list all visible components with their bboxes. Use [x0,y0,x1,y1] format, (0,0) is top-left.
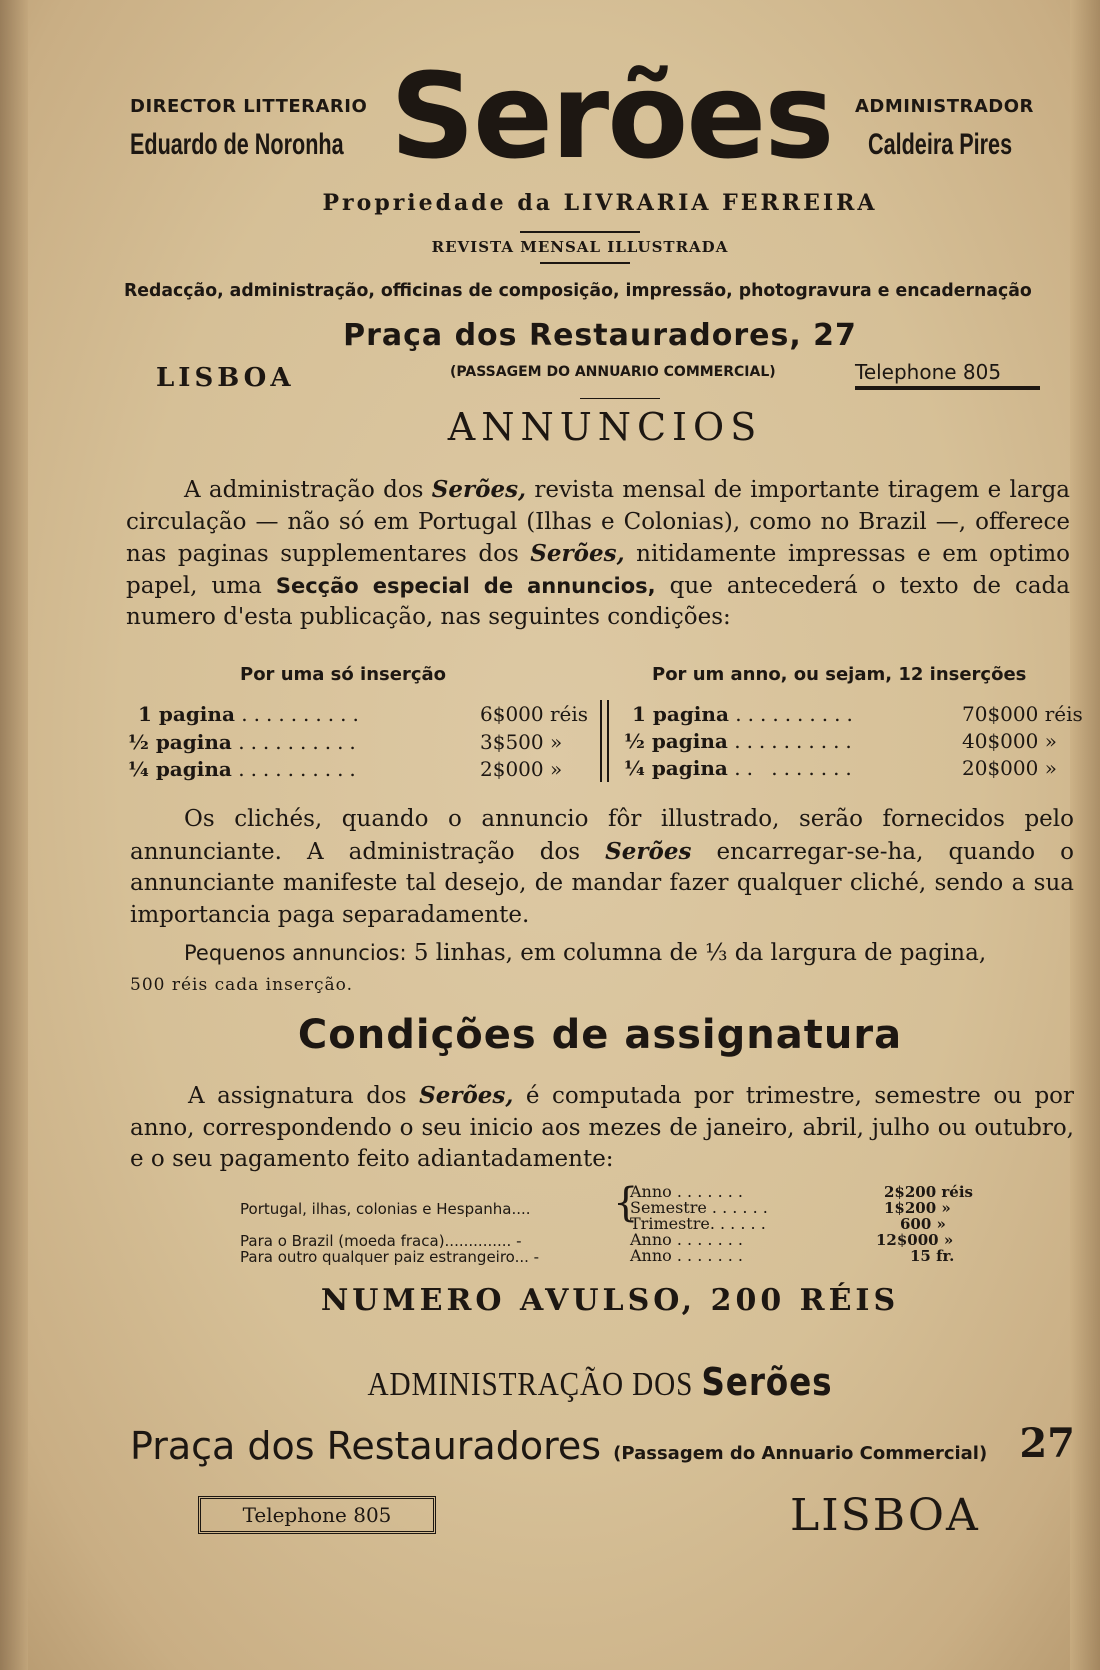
subscription-region-label: Para o Brazil (moeda fraca).............. - [240,1232,522,1250]
seroes-name: Serões, [530,540,625,567]
director-name: Eduardo de Noronha [130,128,344,161]
rate-row [624,756,1074,780]
assignatura-text: é computada por trimestre, semestre ou por anno, correspondendo o seu inicio aos mezes de janeiro, abril, julho ou outubro, e o seu pagamento feito adiantadamente: [130,1083,1075,1172]
small-ads-paragraph [130,938,1074,1000]
rate-row [138,702,589,726]
single-insertion-header: Por uma só inserção [240,664,446,685]
rate-label: ¼ pagina [624,756,728,780]
seroes-name: Serões [605,837,692,865]
rate-dots: .......... [735,702,859,726]
subscription-period: Trimestre. . . . . . [630,1214,766,1233]
intro-text: que antecederá o texto de cada numero d'esta publicação, nas seguintes condições: [126,572,1070,630]
telephone-label: Telephone 805 [855,360,1040,390]
section-title-annuncios: ANNUNCIOS [447,405,763,449]
rate-label: 1 pagina [138,702,235,726]
rate-row [128,757,578,781]
subscription-period: Anno . . . . . . . [630,1246,743,1265]
rate-price: 40$000 » [962,729,1057,753]
rate-row [128,730,578,754]
rate-dots: .......... [241,702,365,726]
intro-text: nitidamente impressas e em optimo papel, uma [126,541,1071,599]
cliches-text: encarregar-se-ha, quando o annunciante manifeste tal desejo, de mandar fazer qualquer cliché, sendo a sua importancia paga separadamente. [130,838,1075,928]
seroes-name: Serões, [419,1082,514,1109]
cliches-paragraph [130,804,1074,931]
subscription-price: 2$200 réis [884,1183,973,1201]
footer-passage: (Passagem do Annuario Commercial) [613,1443,988,1464]
section-title-assignatura: Condições de assignatura [297,1012,903,1058]
magazine-subtitle: REVISTA MENSAL ILLUSTRADA [431,238,729,256]
cliches-text: Os clichés, quando o annuncio fôr illustrado, serão fornecidos pelo annunciante. A administração dos [130,806,1074,865]
services-line: Redacção, administração, officinas de composição, impressão, photogravura e encadernação [124,280,1032,301]
small-ads-text: 5 linhas, em columna de ⅓ da largura de pagina, [413,940,987,966]
special-section-label: Secção especial de annuncios, [275,573,656,598]
divider-rule [540,262,630,264]
divider-rule [580,398,660,399]
seroes-name: Serões, [431,476,527,503]
footer-telephone-box: Telephone 805 [198,1496,436,1534]
administration-label: ADMINISTRAÇÃO DOS [367,1366,694,1403]
rate-label: ½ pagina [128,730,232,754]
subscription-price: 1$200 » [884,1199,951,1217]
column-divider [600,700,609,782]
address-line: Praça dos Restauradores, 27 [343,318,857,353]
subscription-period: Anno . . . . . . . [630,1230,743,1249]
rate-price: 3$500 » [480,730,563,754]
rate-price: 2$000 » [480,757,563,781]
passage-note: (PASSAGEM DO ANNUARIO COMMERCIAL) [450,364,776,380]
ownership-line: Propriedade da LIVRARIA FERREIRA [322,190,878,216]
assignatura-paragraph [130,1080,1074,1176]
small-ads-lead: Pequenos annuncios: [184,941,407,965]
intro-text: A administração dos [184,477,424,503]
director-title: DIRECTOR LITTERARIO [130,96,368,117]
annuncios-intro-paragraph [126,474,1070,634]
annual-insertion-header: Por um anno, ou sejam, 12 inserções [652,664,1027,685]
rate-price: 70$000 réis [962,702,1083,726]
subscription-price: 12$000 » [876,1231,954,1249]
masthead-logo: Serões [390,47,833,185]
rate-dots: .. ....... [734,756,858,780]
subscription-region-label: Para outro qualquer paiz estrangeiro... - [240,1248,540,1266]
city-label: LISBOA [156,363,295,393]
rate-dots: .......... [238,730,362,754]
subscription-price: 15 fr. [910,1247,955,1265]
rate-row [624,729,1074,753]
rate-dots: .......... [734,729,858,753]
footer-city: LISBOA [790,1490,980,1541]
rate-price: 6$000 réis [480,702,589,726]
seroes-logo: Serões [701,1360,833,1404]
rate-label: ½ pagina [624,729,728,753]
administrator-title: ADMINISTRADOR [855,96,1034,117]
subscription-period: Semestre . . . . . . [630,1198,768,1217]
rate-label: ¼ pagina [128,757,232,781]
subscription-price: 600 » [900,1215,946,1233]
divider-rule [520,231,640,233]
rate-row [632,702,1083,726]
administrator-name: Caldeira Pires [868,128,1013,161]
intro-text: revista mensal de importante tiragem e larga circulação — não só em Portugal (Ilhas e Colonias), como no Brazil —, offerece nas paginas supplementares dos [126,477,1071,567]
administration-heading [308,1360,893,1404]
brace-glyph: { [613,1180,639,1226]
footer-address [130,1420,1075,1468]
assignatura-text: A assignatura dos [188,1083,407,1109]
rate-dots: .......... [238,757,362,781]
subscription-period: Anno . . . . . . . [630,1182,743,1201]
small-ads-price: 500 réis cada inserção. [130,975,353,995]
rate-label: 1 pagina [632,702,729,726]
subscription-region-label: Portugal, ilhas, colonias e Hespanha.... [240,1200,531,1218]
single-issue-price: NUMERO AVULSO, 200 RÉIS [320,1283,900,1318]
footer-street: Praça dos Restauradores [130,1424,602,1468]
rate-price: 20$000 » [962,756,1057,780]
page-edge-left [0,0,28,1670]
footer-number: 27 [1019,1420,1075,1467]
